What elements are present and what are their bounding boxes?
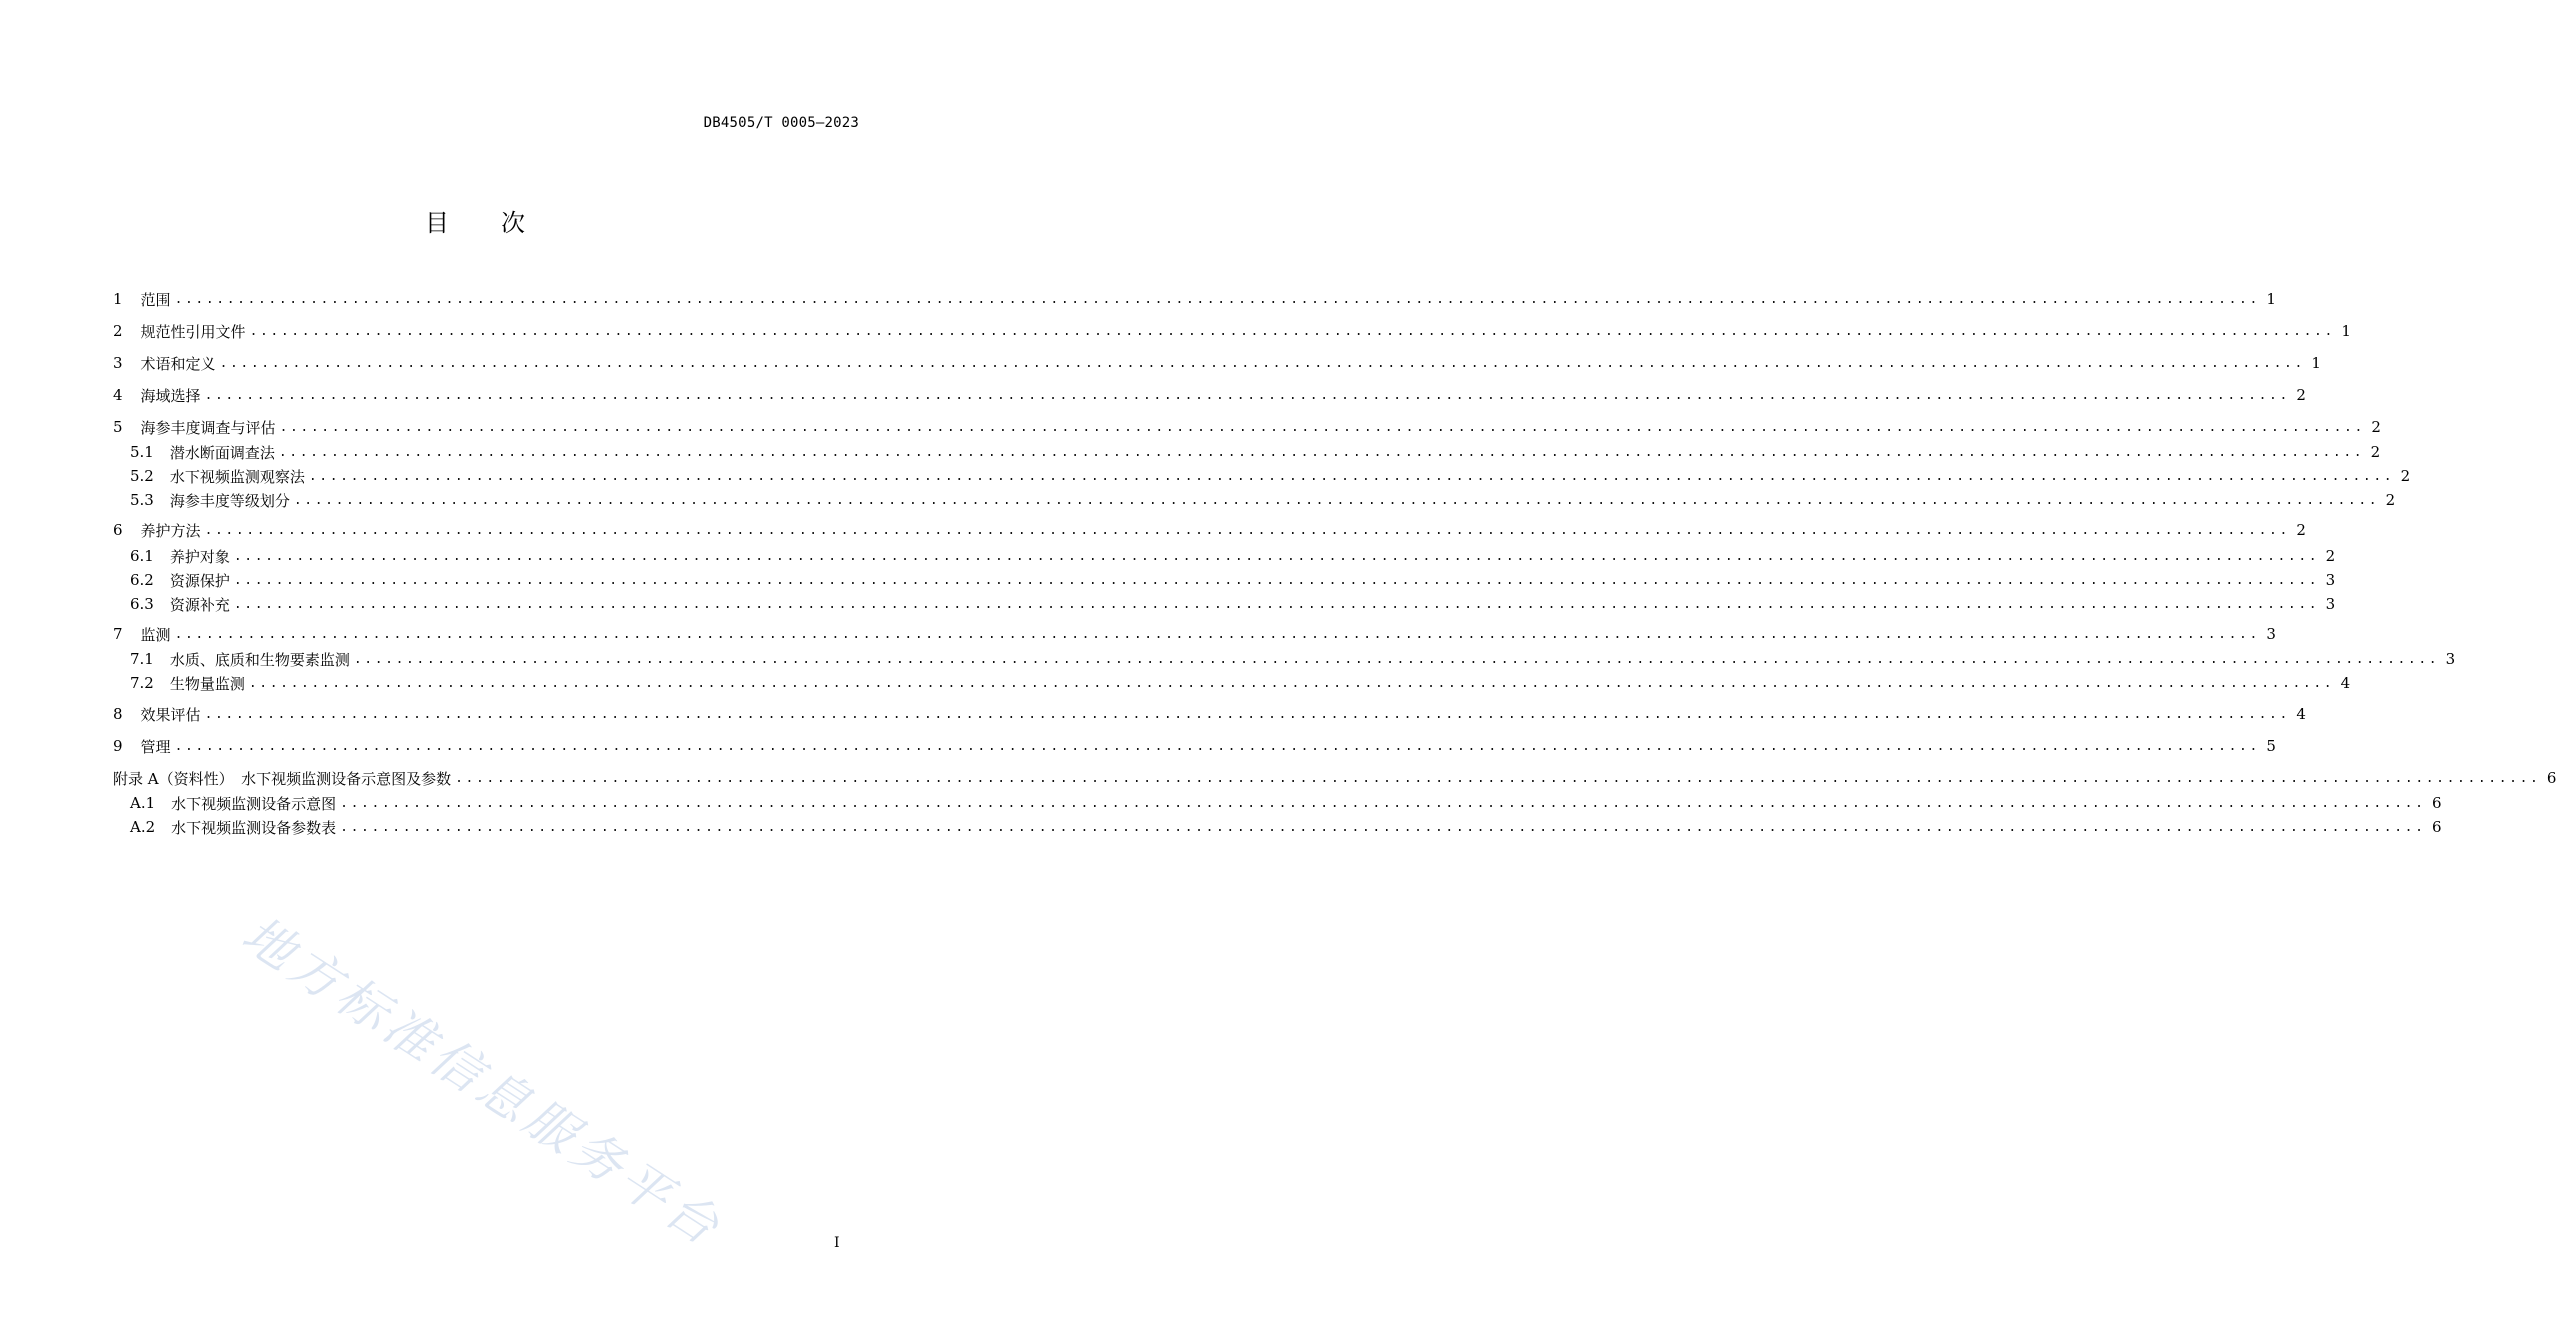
toc-entry-title: 管理	[140, 737, 171, 756]
toc-entry-title: 海参丰度调查与评估	[140, 418, 276, 437]
toc-entry-number: 6.2	[130, 571, 154, 589]
toc-entry-number: 2	[113, 322, 123, 340]
toc-entry-title: 养护对象	[169, 547, 230, 566]
toc-entry[interactable]	[113, 520, 2306, 540]
toc-entry-title: 水下视频监测设备参数表	[171, 818, 337, 837]
toc-entry-title: 水下视频监测观察法	[169, 467, 305, 486]
toc-entry-page: 4	[2340, 674, 2351, 692]
toc-entry-page: 1	[2311, 354, 2321, 372]
toc-entry[interactable]	[113, 704, 2306, 724]
toc-entry-page: 2	[2371, 418, 2381, 436]
toc-entry[interactable]	[113, 649, 2456, 669]
toc-leader-dots: ........................................................................................................................................................................................................	[204, 387, 2290, 403]
toc-entry-page: 3	[2445, 650, 2456, 668]
page-number: I	[834, 1235, 840, 1251]
toc-entry-number: 1	[113, 290, 123, 308]
toc-entry-number: 3	[113, 354, 123, 372]
page-title: 目次	[425, 209, 577, 237]
toc-entry[interactable]	[113, 624, 2276, 644]
toc-entry-title: 规范性引用文件	[140, 322, 246, 341]
table-of-contents	[113, 0, 2556, 1344]
toc-entry[interactable]	[113, 289, 2276, 309]
toc-entry-number: 8	[113, 705, 123, 723]
toc-entry-page: 2	[2296, 386, 2306, 404]
toc-entry-number: 7	[113, 625, 123, 643]
toc-leader-dots: ........................................................................................................................................................................................................	[340, 819, 2426, 835]
toc-entry-title: 术语和定义	[140, 354, 216, 373]
toc-entry-page: 2	[2400, 467, 2411, 485]
toc-entry[interactable]	[113, 594, 2336, 614]
toc-entry-title: 水下视频监测设备示意图	[171, 794, 337, 813]
toc-entry[interactable]	[113, 417, 2381, 437]
toc-entry-page: 2	[2325, 547, 2336, 565]
toc-entry-page: 4	[2296, 705, 2306, 723]
toc-entry-page: 1	[2266, 290, 2276, 308]
toc-entry-title: 潜水断面调查法	[169, 443, 275, 462]
toc-entry-page: 3	[2325, 571, 2336, 589]
toc-entry-page: 5	[2266, 737, 2276, 755]
toc-leader-dots: ........................................................................................................................................................................................................	[279, 419, 2365, 435]
toc-leader-dots: ........................................................................................................................................................................................................	[233, 596, 2320, 612]
toc-leader-dots: ........................................................................................................................................................................................................	[249, 323, 2335, 339]
toc-entry-number: 4	[113, 386, 123, 404]
toc-leader-dots: ........................................................................................................................................................................................................	[293, 492, 2380, 508]
toc-leader-dots: ........................................................................................................................................................................................................	[248, 675, 2335, 691]
toc-entry-number: 7.2	[130, 674, 154, 692]
toc-leader-dots: ........................................................................................................................................................................................................	[174, 626, 2260, 642]
toc-leader-dots: ........................................................................................................................................................................................................	[308, 468, 2395, 484]
toc-entry-page: 2	[2296, 521, 2306, 539]
toc-entry[interactable]	[113, 570, 2336, 590]
toc-entry[interactable]	[113, 466, 2411, 486]
toc-entry-title: 监测	[140, 625, 171, 644]
toc-entry-number: 9	[113, 737, 123, 755]
toc-entry[interactable]	[113, 793, 2442, 813]
toc-entry[interactable]	[113, 768, 2556, 788]
toc-entry-number: 5.1	[130, 443, 154, 461]
toc-entry-number: 6.1	[130, 547, 154, 565]
toc-entry[interactable]	[113, 442, 2381, 462]
toc-entry-page: 2	[2370, 443, 2381, 461]
toc-entry-title: 附录 A（资料性） 水下视频监测设备示意图及参数	[113, 769, 452, 788]
toc-entry[interactable]	[113, 673, 2351, 693]
toc-leader-dots: ........................................................................................................................................................................................................	[278, 444, 2365, 460]
toc-entry-number: 7.1	[130, 650, 154, 668]
toc-entry-page: 6	[2431, 794, 2442, 812]
document-code: DB4505/T 0005—2023	[703, 115, 859, 131]
toc-entry[interactable]	[113, 546, 2336, 566]
toc-entry-number: 5.3	[130, 491, 154, 509]
toc-entry-page: 6	[2431, 818, 2442, 836]
toc-entry-title: 范围	[140, 290, 171, 309]
toc-entry[interactable]	[113, 817, 2442, 837]
toc-leader-dots: ........................................................................................................................................................................................................	[204, 706, 2290, 722]
toc-entry-number: 5.2	[130, 467, 154, 485]
toc-entry-title: 养护方法	[140, 521, 201, 540]
toc-leader-dots: ........................................................................................................................................................................................................	[340, 795, 2426, 811]
toc-leader-dots: ........................................................................................................................................................................................................	[219, 355, 2305, 371]
toc-entry-number: A.1	[130, 794, 156, 812]
toc-entry-number: 6.3	[130, 595, 154, 613]
toc-entry[interactable]	[113, 736, 2276, 756]
toc-entry-title: 资源补充	[169, 595, 230, 614]
toc-entry-number: 5	[113, 418, 123, 436]
toc-entry-title: 资源保护	[169, 571, 230, 590]
toc-entry[interactable]	[113, 353, 2321, 373]
toc-entry-title: 海域选择	[140, 386, 201, 405]
toc-entry-page: 2	[2385, 491, 2396, 509]
toc-leader-dots: ........................................................................................................................................................................................................	[174, 738, 2260, 754]
toc-entry-page: 6	[2546, 769, 2556, 787]
toc-entry[interactable]	[113, 321, 2351, 341]
toc-entry-page: 3	[2266, 625, 2276, 643]
toc-leader-dots: ........................................................................................................................................................................................................	[353, 651, 2440, 667]
toc-entry-title: 效果评估	[140, 705, 201, 724]
watermark-text: 地方标准信息服务平台	[232, 905, 734, 1259]
toc-leader-dots: ........................................................................................................................................................................................................	[233, 548, 2320, 564]
toc-leader-dots: ........................................................................................................................................................................................................	[233, 572, 2320, 588]
toc-entry-number: 6	[113, 521, 123, 539]
toc-entry[interactable]	[113, 490, 2396, 510]
toc-entry-title: 海参丰度等级划分	[169, 491, 290, 510]
toc-entry-page: 1	[2341, 322, 2351, 340]
toc-leader-dots: ........................................................................................................................................................................................................	[455, 770, 2541, 786]
toc-entry-number: A.2	[130, 818, 156, 836]
toc-entry[interactable]	[113, 385, 2306, 405]
toc-entry-title: 生物量监测	[169, 674, 245, 693]
toc-leader-dots: ........................................................................................................................................................................................................	[204, 522, 2290, 538]
toc-leader-dots: ........................................................................................................................................................................................................	[174, 291, 2260, 307]
toc-entry-title: 水质、底质和生物要素监测	[169, 650, 350, 669]
toc-entry-page: 3	[2325, 595, 2336, 613]
